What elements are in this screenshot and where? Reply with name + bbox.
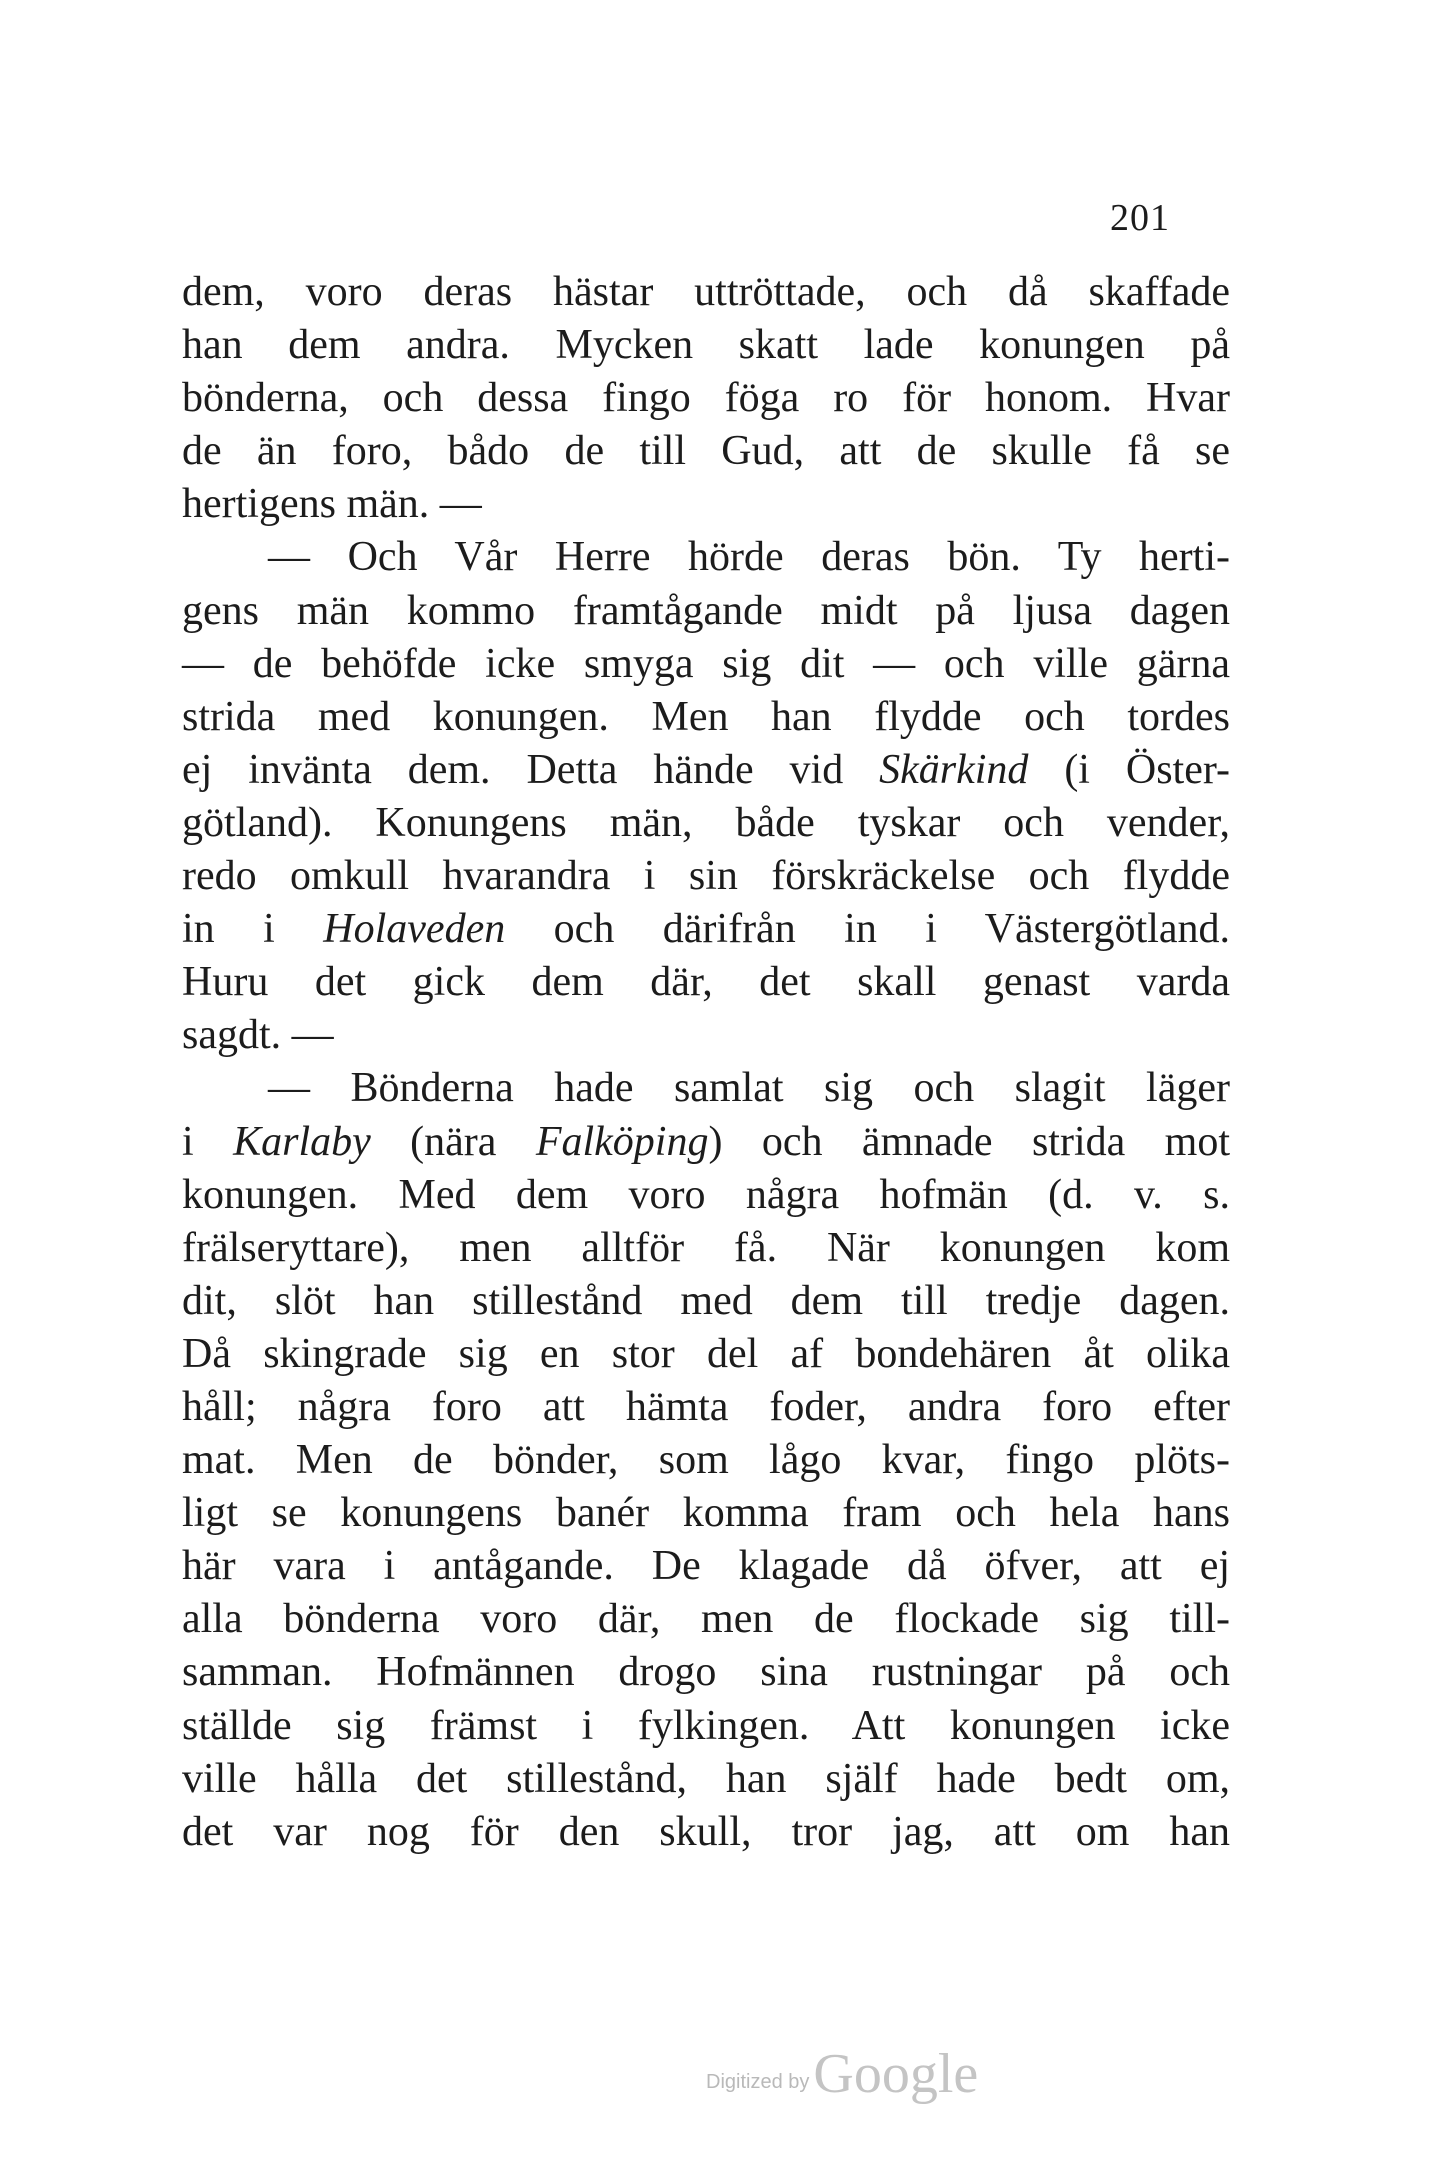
text-line: samman. Hofmännen drogo sina rustningar på och xyxy=(182,1649,1230,1696)
text-line: dem, voro deras hästar uttröttade, och då skaffade xyxy=(182,269,1230,315)
text-line: Huru det gick dem där, det skall genast varda xyxy=(182,959,1230,1006)
text-segment: (i Öster- xyxy=(1028,746,1230,793)
page-number: 201 xyxy=(1110,197,1170,239)
place-name: Falköping xyxy=(535,1118,709,1165)
text-line: håll; några foro att hämta foder, andra foro efter xyxy=(182,1383,1230,1430)
watermark-prefix: Digitized by xyxy=(706,2071,810,2093)
digitized-watermark xyxy=(706,2042,978,2106)
text-segment: och därifrån in i Västergötland. xyxy=(505,906,1231,953)
text-segment: ej invänta dem. Detta hände vid xyxy=(182,746,880,793)
place-name: Karlaby xyxy=(233,1118,371,1165)
text-line: bönderna, och dessa fingo föga ro för honom. Hvar xyxy=(182,375,1230,422)
body-text xyxy=(182,266,1230,1859)
text-line: han dem andra. Mycken skatt lade konungen på xyxy=(182,322,1230,369)
text-line: här vara i antågande. De klagade då öfver, att ej xyxy=(182,1543,1230,1590)
text-line: redo omkull hvarandra i sin förskräckelse och flydde xyxy=(182,853,1230,900)
text-line: alla bönderna voro där, men de flockade sig till- xyxy=(182,1596,1230,1643)
text-segment: in i xyxy=(182,906,324,953)
google-logo: Google xyxy=(813,2043,979,2105)
place-name: Skärkind xyxy=(879,746,1029,793)
text-line xyxy=(182,903,1230,956)
text-line: de än foro, bådo de till Gud, att de skulle få se xyxy=(182,428,1230,475)
text-line: Då skingrade sig en stor del af bondehären åt olika xyxy=(182,1330,1230,1377)
text-line: — de behöfde icke smyga sig dit — och ville gärna xyxy=(182,640,1230,687)
text-line: mat. Men de bönder, som lågo kvar, fingo plöts- xyxy=(182,1437,1230,1484)
text-line: ligt se konungens banér komma fram och hela hans xyxy=(182,1490,1230,1537)
text-line: strida med konungen. Men han flydde och tordes xyxy=(182,693,1230,740)
text-line: frälseryttare), men alltför få. När konungen kom xyxy=(182,1224,1230,1271)
text-line: ville hålla det stillestånd, han själf hade bedt om, xyxy=(182,1755,1230,1802)
text-line: hertigens män. — xyxy=(182,481,482,528)
text-segment: ) och ämnade strida mot xyxy=(708,1118,1230,1165)
text-line: gens män kommo framtågande midt på ljusa dagen xyxy=(182,587,1230,634)
text-line: det var nog för den skull, tror jag, att om han xyxy=(182,1808,1230,1855)
text-line: götland). Konungens män, både tyskar och vender, xyxy=(182,799,1230,846)
text-line: — Och Vår Herre hörde deras bön. Ty herti- xyxy=(268,534,1230,581)
text-line: — Bönderna hade samlat sig och slagit läger xyxy=(268,1065,1230,1112)
text-segment: (nära xyxy=(370,1118,536,1165)
text-line xyxy=(182,744,1230,797)
text-line: sagdt. — xyxy=(182,1012,334,1059)
place-name: Holaveden xyxy=(323,906,506,953)
text-line: konungen. Med dem voro några hofmän (d. v. s. xyxy=(182,1171,1230,1218)
text-line: ställde sig främst i fylkingen. Att konungen icke xyxy=(182,1702,1230,1749)
text-segment: i xyxy=(182,1118,234,1165)
text-line: dit, slöt han stillestånd med dem till tredje dagen. xyxy=(182,1277,1230,1324)
text-line xyxy=(182,1116,1230,1169)
